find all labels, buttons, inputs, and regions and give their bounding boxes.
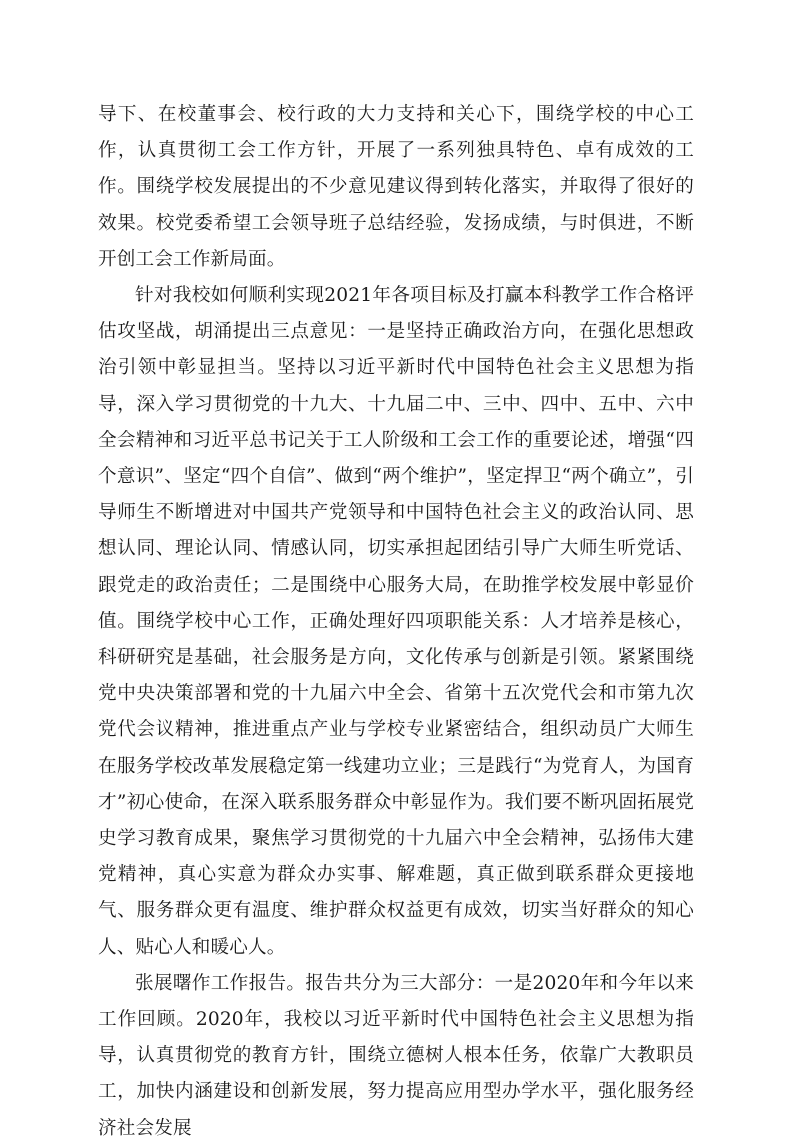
paragraph: 导下、在校董事会、校行政的大力支持和关心下，围绕学校的中心工作，认真贯彻工会工作方针，开展了一系列独具特色、卓有成效的工作。围绕学校发展提出的不少意见建议得到转化落实，并取得了很好的效果。校党委希望工会领导班子总结经验，发扬成绩，与时俱进，不断开创工会工作新局面。 <box>98 104 694 270</box>
paragraph: 针对我校如何顺利实现2021年各项目标及打赢本科教学工作合格评估攻坚战，胡涌提出三点意见：一是坚持正确政治方向，在强化思想政治引领中彰显担当。坚持以习近平新时代中国特色社会主义思想为指导，深入学习贯彻党的十九大、十九届二中、三中、四中、五中、六中全会精神和习近平总书记关于工人阶级和工会工作的重要论述，增强“四个意识”、坚定“四个自信”、做到“两个维护”，坚定捍卫“两个确立”，引导师生不断增进对中国共产党领导和中国特色社会主义的政治认同、思想认同、理论认同、情感认同，切实承担起团结引导广大师生听党话、跟党走的政治责任；二是围绕中心服务大局，在助推学校发展中彰显价值。围绕学校中心工作，正确处理好四项职能关系：人才培养是核心，科研研究是基础，社会服务是方向，文化传承与创新是引领。紧紧围绕党中央决策部署和党的十九届六中全会、省第十五次党代会和市第九次党代会议精神，推进重点产业与学校专业紧密结合，组织动员广大师生在服务学校改革发展稳定第一线建功立业；三是践行“为党育人，为国育才”初心使命，在深入联系服务群众中彰显作为。我们要不断巩固拓展党史学习教育成果，聚焦学习贯彻党的十九届六中全会精神，弘扬伟大建党精神，真心实意为群众办实事、解难题，真正做到联系群众更接地气、服务群众更有温度、维护群众权益更有成效，切实当好群众的知心人、贴心人和暖心人。 <box>98 285 694 958</box>
paragraph: 张展曙作工作报告。报告共分为三大部分：一是2020年和今年以来工作回顾。2020年，我校以习近平新时代中国特色社会主义思想为指导，认真贯彻党的教育方针，围绕立德树人根本任务，依靠广大教职员工，加快内涵建设和创新发展，努力提高应用型办学水平，强化服务经济社会发展 <box>98 972 694 1139</box>
document-body <box>98 97 694 1147</box>
